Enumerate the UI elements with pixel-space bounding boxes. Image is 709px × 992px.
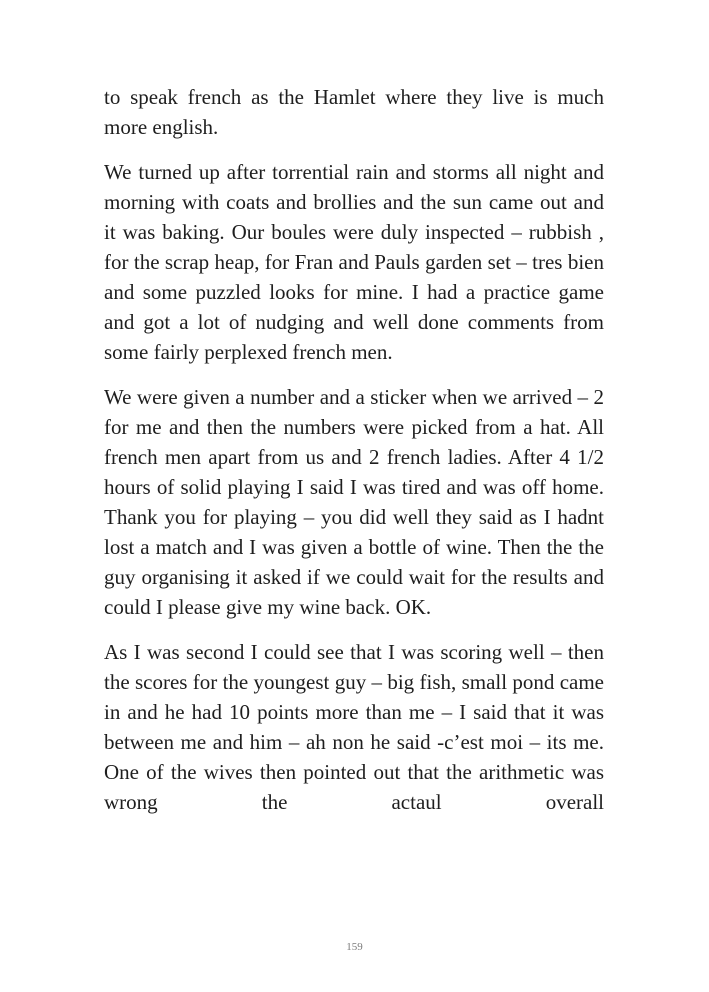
paragraph-2: We turned up after torrential rain and storms all night and morning with coats and brollies and the sun came out and it was baking. Our boules were duly inspected – rubbish , for the scrap heap, for Fran and Pauls garden set – tres bien and some puzzled looks for mine. I had a practice game and got a lot of nudging and well done comments from some fairly perplexed french men. [104,160,604,364]
body-text [104,82,604,832]
paragraph-4: As I was second I could see that I was scoring well – then the scores for the youngest guy – big fish, small pond came in and he had 10 points more than me – I said that it was between me and him – ah non he said -c’est moi – its me. One of the wives then pointed out that the arithmetic was wrong the actaul overall [104,640,604,814]
paragraph-3: We were given a number and a sticker when we arrived – 2 for me and then the numbers were picked from a hat. All french men apart from us and 2 french ladies. After 4 1/2 hours of solid playing I said I was tired and was off home. Thank you for playing – you did well they said as I hadnt lost a match and I was given a bottle of wine. Then the the guy organising it asked if we could wait for the results and could I please give my wine back. OK. [104,385,604,619]
paragraph-1: to speak french as the Hamlet where they live is much more english. [104,85,604,139]
page-number: 159 [346,941,363,953]
